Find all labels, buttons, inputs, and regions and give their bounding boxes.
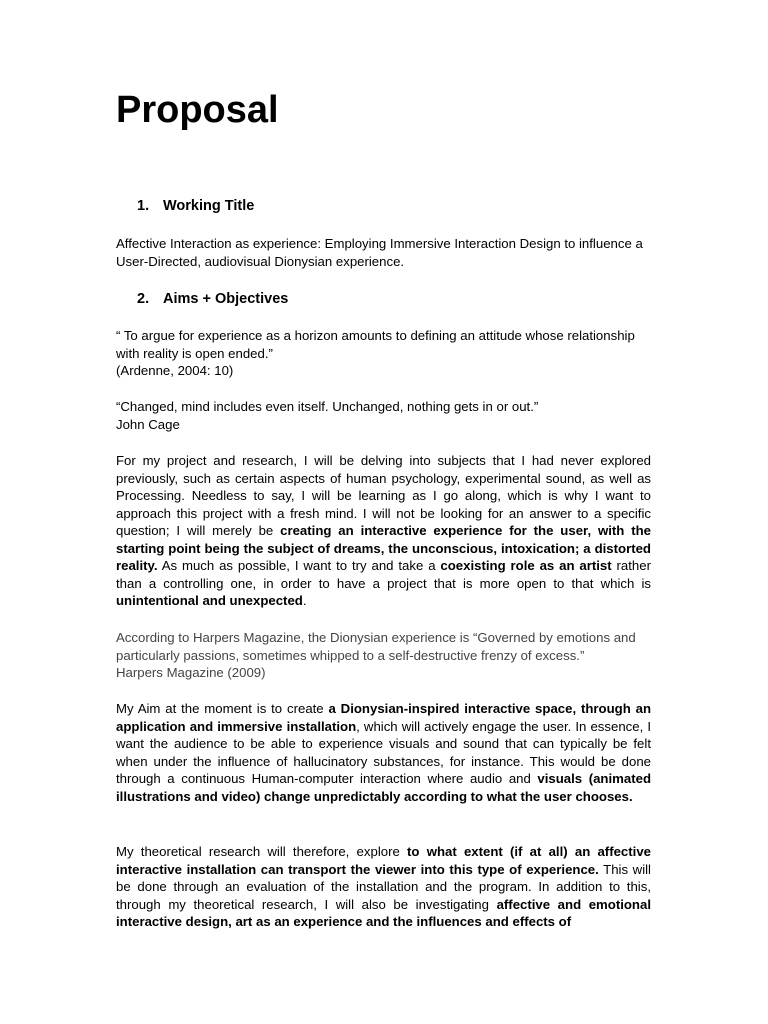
section-heading-text: Working Title xyxy=(163,198,255,214)
working-title-text: Affective Interaction as experience: Employing Immersive Interaction Design to influence a User-Directed, audiovisual Dionysian experience. xyxy=(116,236,643,269)
section-heading-working-title xyxy=(137,198,254,214)
section-number: 2. xyxy=(137,291,150,307)
bold-run: to what extent (if at all) an affective interactive installation can transport the viewer into this type of experience. xyxy=(116,844,651,877)
text-run: For my project and research, I will be delving into subjects that I had never explored previously, such as certain aspects of human psychology, experimental sound, as well as Processing. Needless to say, I will be learning as I go along, which is why I want to approach this project with a fresh mind. I will not be looking for an answer to a specific question; I will merely be xyxy=(116,453,651,538)
text-run: . xyxy=(302,593,307,608)
quote-john-cage xyxy=(116,398,651,433)
quote-text: “Changed, mind includes even itself. Unchanged, nothing gets in or out.” xyxy=(116,399,539,414)
bold-run: creating an interactive experience for the user, with the starting point being the subject of dreams, the unconscious, intoxication; a distorted reality. xyxy=(116,523,652,573)
quote-text: “ To argue for experience as a horizon amounts to defining an attitude whose relationship with reality is open ended.” xyxy=(116,328,635,361)
section-heading-aims-objectives xyxy=(137,291,288,307)
section-number: 1. xyxy=(137,198,150,214)
paragraph-harpers-quote xyxy=(116,629,651,682)
bold-run: visuals (animated illustrations and video) change unpredictably according to what the user chooses. xyxy=(116,771,651,804)
text-run: As much as possible, I want to try and take a xyxy=(157,558,441,573)
quote-citation: John Cage xyxy=(116,416,180,432)
bold-run: unintentional and unexpected xyxy=(116,593,303,608)
quote-citation: Harpers Magazine (2009) xyxy=(116,665,266,680)
quote-text: According to Harpers Magazine, the Dionysian experience is “Governed by emotions and particularly passions, sometimes whipped to a self-destructive frenzy of excess.” xyxy=(116,630,636,663)
paragraph-theoretical-research xyxy=(116,843,651,931)
bold-run: coexisting role as an artist xyxy=(440,558,612,573)
text-run: rather than a controlling one, in order to have a project that is more open to that which is xyxy=(116,558,651,591)
page-title: Proposal xyxy=(116,89,279,131)
paragraph-project-research xyxy=(116,452,651,610)
text-run: My theoretical research will therefore, explore xyxy=(116,844,408,859)
paragraph-aim xyxy=(116,700,651,805)
text-run: This will be done through an evaluation of the installation and the program. In addition to this, through my theoretical research, I will also be investigating xyxy=(116,861,651,912)
quote-ardenne xyxy=(116,327,651,380)
quote-citation: (Ardenne, 2004: 10) xyxy=(116,363,234,378)
bold-run: a Dionysian-inspired interactive space, through an application and immersive installation xyxy=(116,701,652,734)
bold-run: affective and emotional interactive design, art as an experience and the influences and effects of xyxy=(116,896,651,929)
text-run: My Aim at the moment is to create xyxy=(116,701,329,716)
text-run: , which will actively engage the user. In essence, I want the audience to be able to experience visuals and sound that can typically be felt when under the influence of hallucinatory substances, for instance. This would be done through a continuous Human-computer interaction where audio and xyxy=(116,718,651,786)
section-heading-text: Aims + Objectives xyxy=(163,291,289,307)
